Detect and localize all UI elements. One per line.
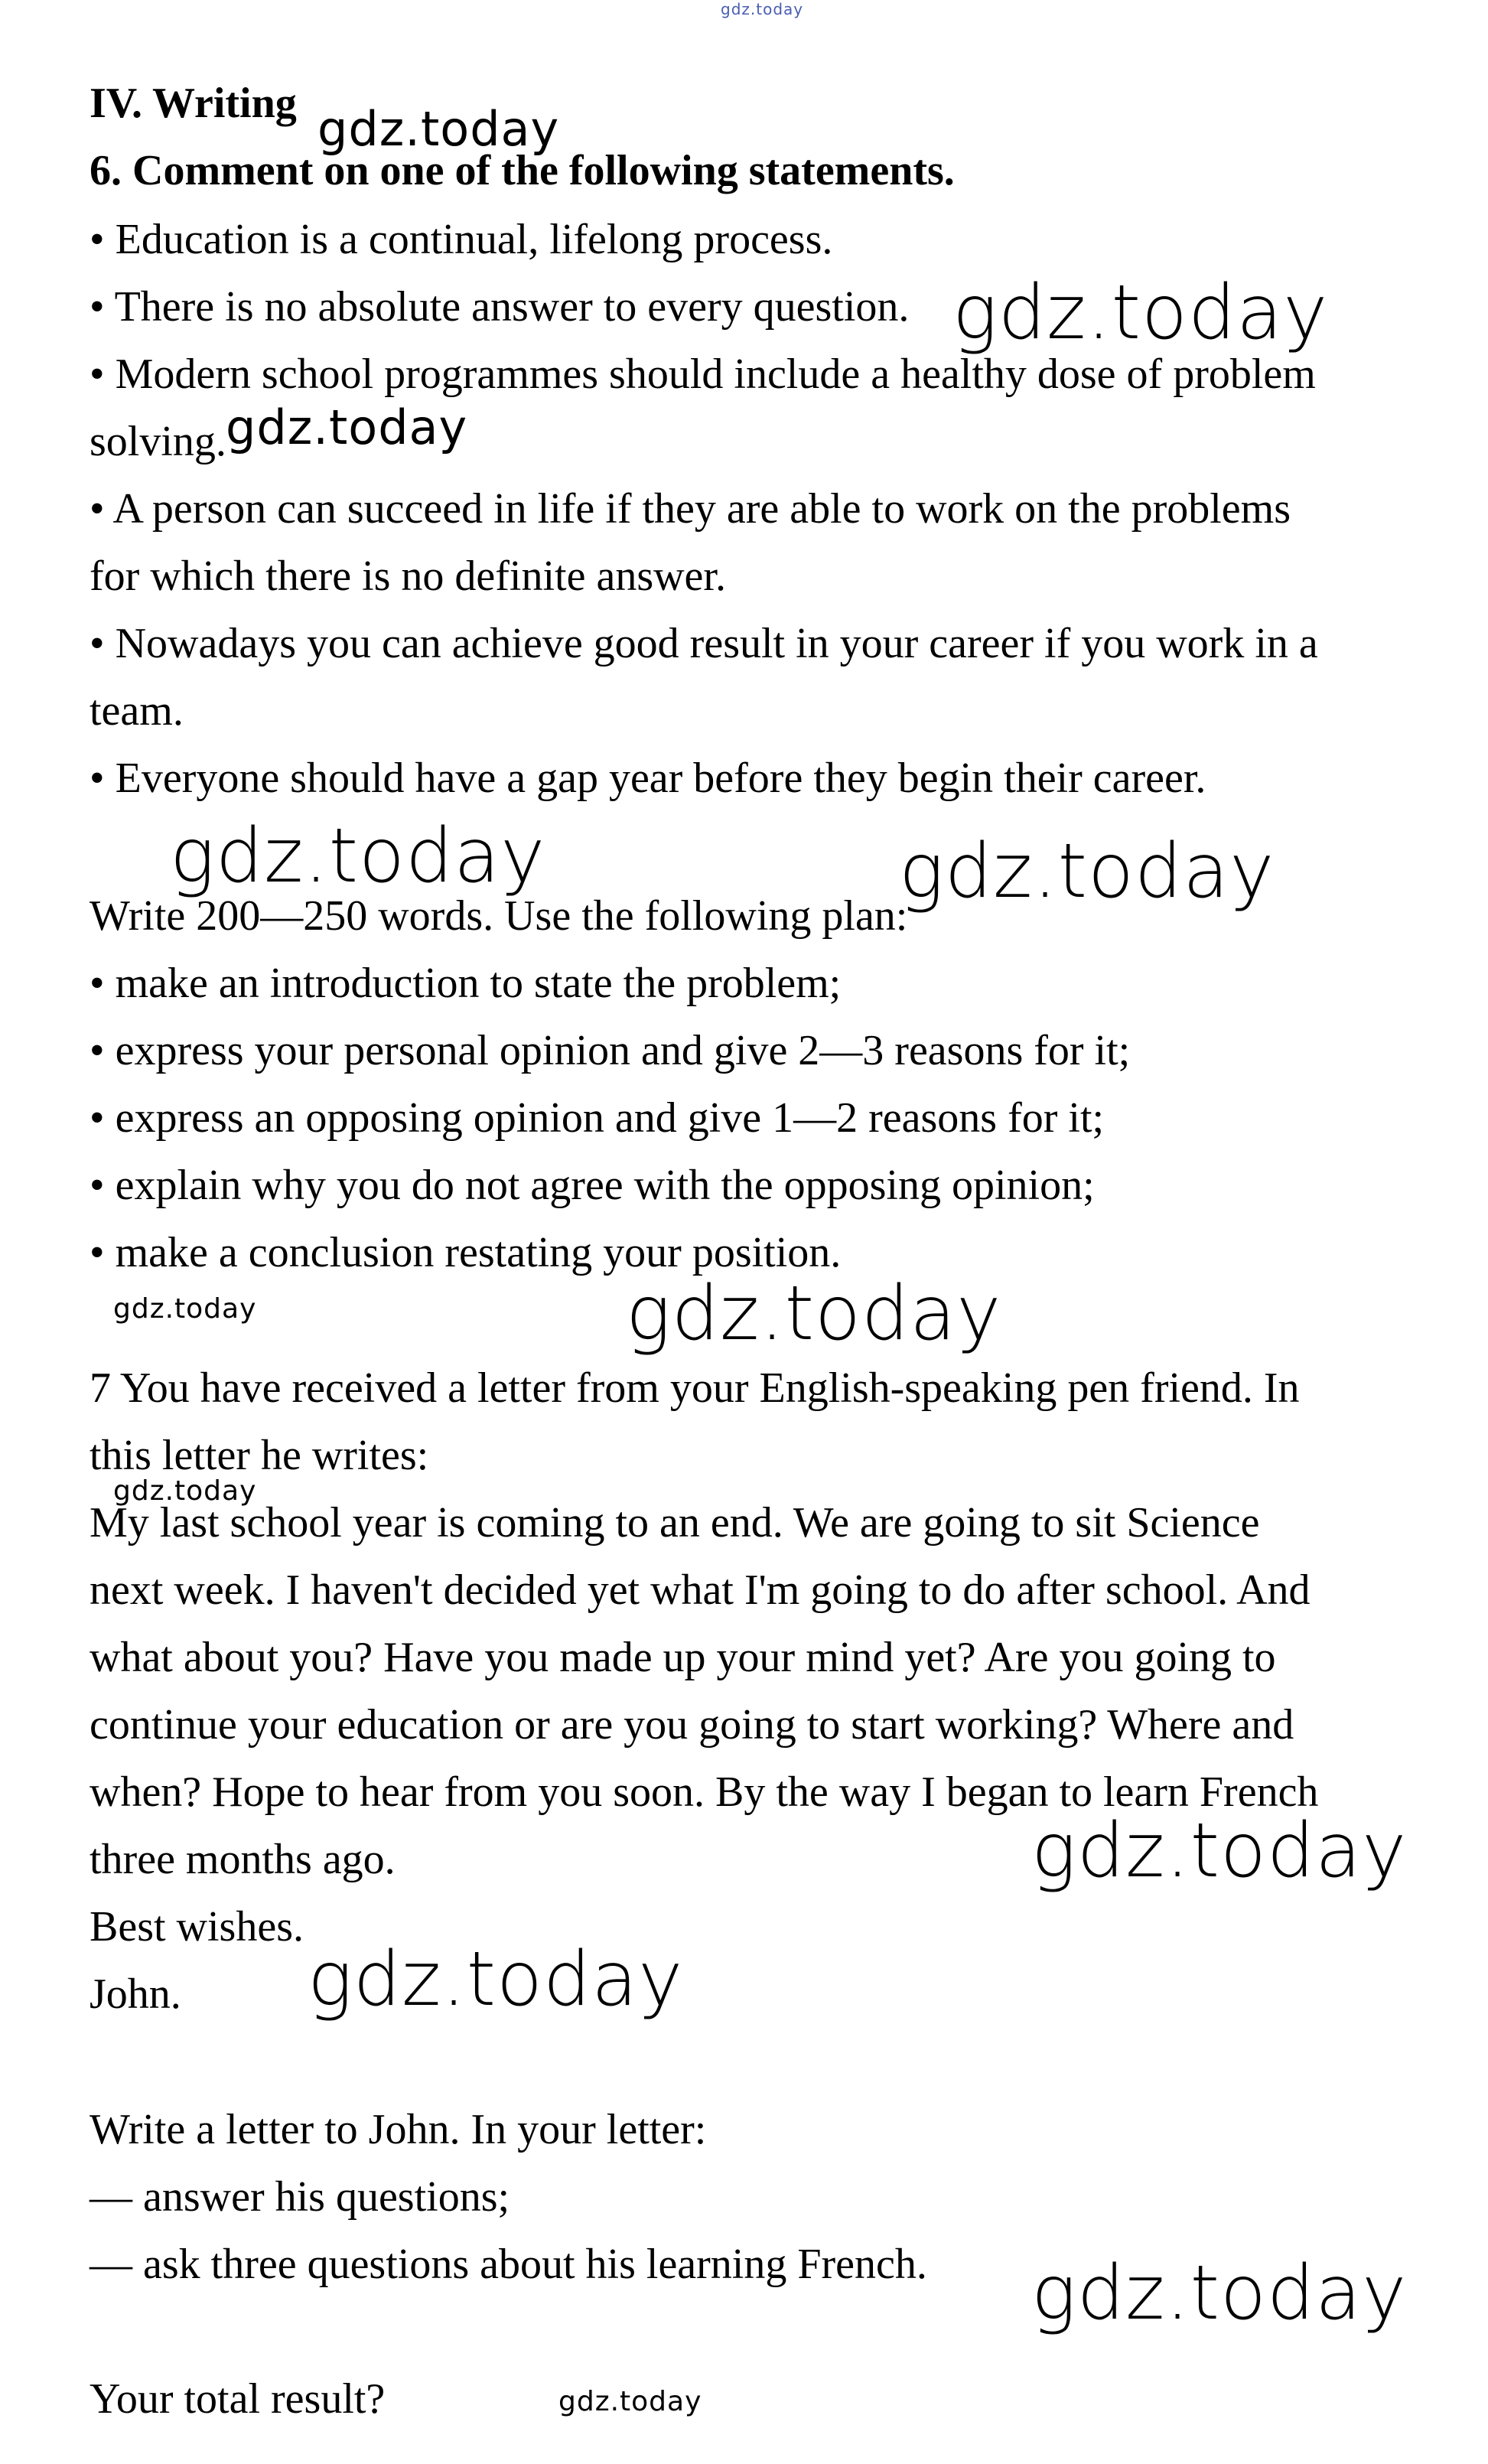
task7-intro: this letter he writes: <box>90 1432 429 1479</box>
letter-signoff: Best wishes. <box>90 1903 304 1951</box>
statement-line: • Nowadays you can achieve good result in your career if you work in a <box>90 620 1318 667</box>
task7-intro: 7 You have received a letter from your English-speaking pen friend. In <box>90 1364 1300 1412</box>
plan-item: • make a conclusion restating your position. <box>90 1229 842 1276</box>
watermark: gdz.today <box>113 1475 257 1507</box>
watermark: gdz.today <box>626 1270 1002 1357</box>
statement-line: • A person can succeed in life if they are able to work on the problems <box>90 485 1291 533</box>
letter-signature: John. <box>90 1970 181 2018</box>
plan-item: • express your personal opinion and give 2—3 reasons for it; <box>90 1027 1131 1074</box>
statement-line: • Everyone should have a gap year before they begin their career. <box>90 755 1206 802</box>
statement-line: solving. <box>90 418 226 465</box>
statement-line: team. <box>90 687 184 735</box>
watermark: gdz.today <box>1031 1807 1408 1895</box>
header-watermark: gdz.today <box>721 0 804 18</box>
letter-line: continue your education or are you going to start working? Where and <box>90 1701 1294 1749</box>
letter-line: next week. I haven't decided yet what I'm going to do after school. And <box>90 1566 1311 1614</box>
watermark: gdz.today <box>170 813 546 900</box>
statement-line: • Modern school programmes should include a healthy dose of problem <box>90 350 1316 398</box>
statement-line: • There is no absolute answer to every question. <box>90 283 910 331</box>
task6-title: 6. Comment on one of the following statements. <box>90 147 955 194</box>
watermark: gdz.today <box>1031 2250 1408 2337</box>
watermark: gdz.today <box>308 1936 684 2023</box>
letter-line: when? Hope to hear from you soon. By the way I began to learn French <box>90 1768 1319 1816</box>
watermark: gdz.today <box>317 101 560 157</box>
watermark: gdz.today <box>899 828 1275 915</box>
watermark: gdz.today <box>113 1293 257 1325</box>
watermark: gdz.today <box>952 269 1329 357</box>
statement-line: • Education is a continual, lifelong process. <box>90 216 833 263</box>
letter-line: what about you? Have you made up your mind yet? Are you going to <box>90 1634 1276 1681</box>
instruction-line: Write a letter to John. In your letter: <box>90 2106 707 2153</box>
watermark: gdz.today <box>558 2386 702 2417</box>
letter-line: three months ago. <box>90 1836 396 1883</box>
letter-line: My last school year is coming to an end. We are going to sit Science <box>90 1499 1260 1547</box>
plan-item: • make an introduction to state the problem; <box>90 960 842 1007</box>
instruction-line: — answer his questions; <box>90 2173 510 2221</box>
watermark: gdz.today <box>226 399 468 455</box>
plan-item: • express an opposing opinion and give 1—2 reasons for it; <box>90 1094 1105 1142</box>
section-title: IV. Writing <box>90 80 297 127</box>
plan-intro: Write 200—250 words. Use the following plan: <box>90 892 908 940</box>
statement-line: for which there is no definite answer. <box>90 552 726 600</box>
instruction-line: — ask three questions about his learning French. <box>90 2241 927 2288</box>
footer-question: Your total result? <box>90 2375 386 2423</box>
plan-item: • explain why you do not agree with the opposing opinion; <box>90 1162 1095 1209</box>
